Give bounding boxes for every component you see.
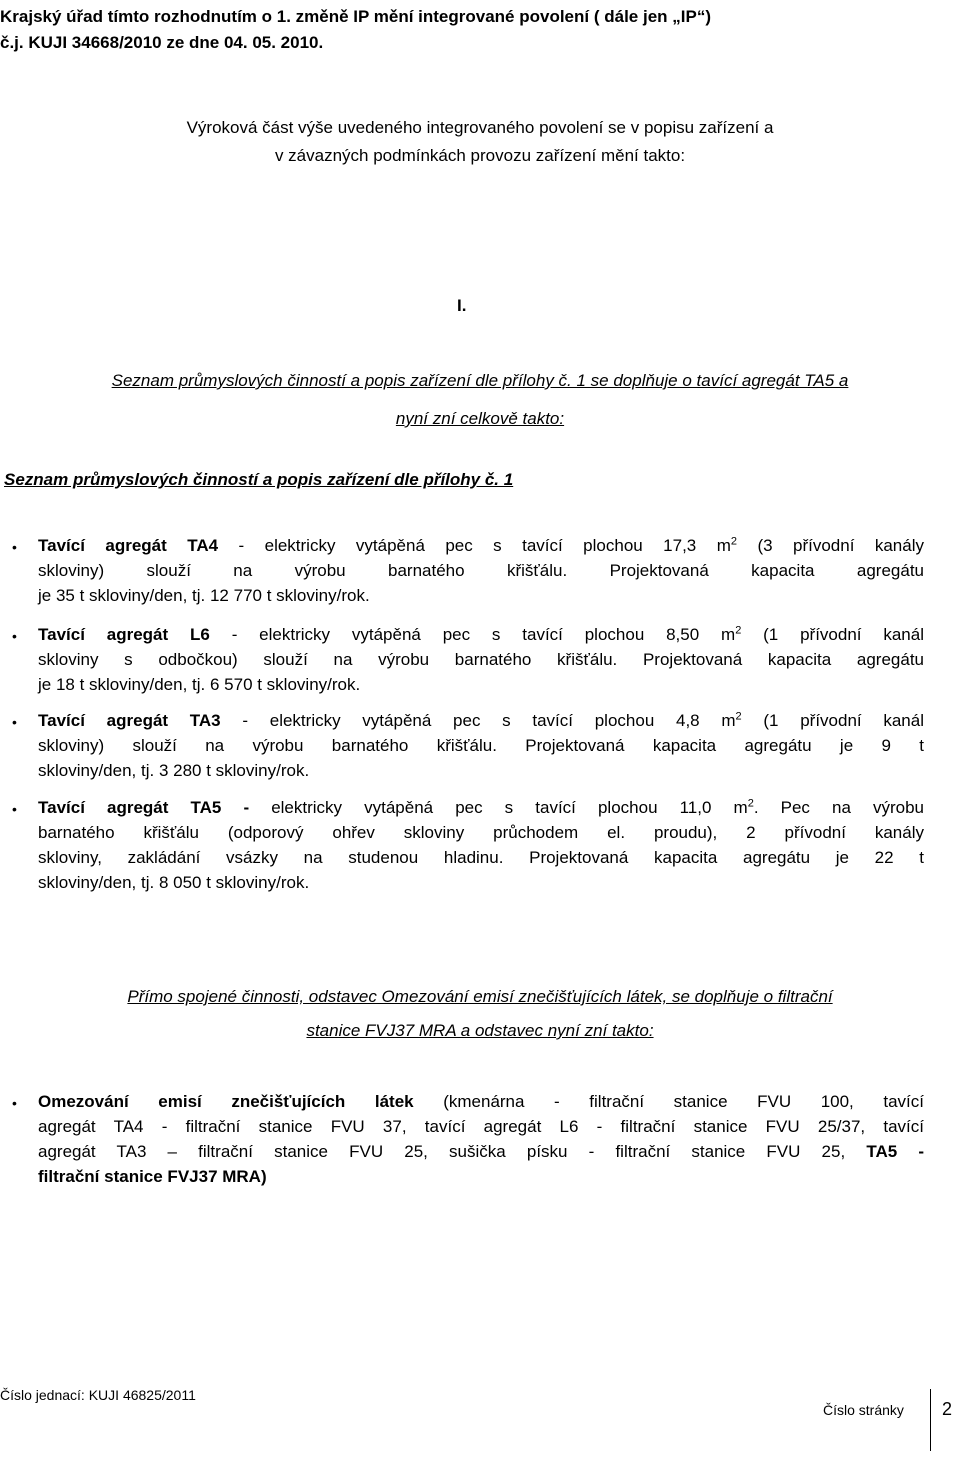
section1-heading: Seznam průmyslových činností a popis zařízení dle přílohy č. 1 xyxy=(4,470,514,489)
list-item-text: Tavící agregát TA5 - elektricky vytápěná pec s tavící plochou 11,0 $m^2$. Pec na výrobu barnatého křišťálu (odporový ohřev skloviny průchodem el. proudu), 2 přívodní kanály skloviny, zakládání vsázky na studenou hladinu. Projektovaná kapacita agregátu je 22 t skloviny/den, tj. 8 050 t skloviny/rok. xyxy=(38,797,925,892)
section-number: I. xyxy=(457,296,467,315)
bullet-icon: • xyxy=(12,714,17,730)
list-item-text: Tavící agregát TA4 - elektricky vytápěná pec s tavící plochou 17,3 $m^2$ (3 přívodní kanály skloviny) slouží na výrobu barnatého křišťálu. Projektovaná kapacita agregátu je 35 t skloviny/den, tj. 12 770 t skloviny/rok. xyxy=(38,535,924,605)
unit-name: Tavící agregát TA5 - xyxy=(38,798,250,817)
bullet-icon: • xyxy=(12,1095,17,1111)
section1-caption-line-1: Seznam průmyslových činností a popis zařízení dle přílohy č. 1 se doplňuje o tavící agregát TA5 a xyxy=(111,371,849,390)
unit-name: Tavící agregát TA3 xyxy=(38,711,221,730)
list-item-text: Tavící agregát TA3 - elektricky vytápěná pec s tavící plochou 4,8 $m^2$ (1 přívodní kanál skloviny) slouží na výrobu barnatého křišťálu. Projektovaná kapacita agregátu je 9 t skloviny/den, tj. 3 280 t skloviny/rok. xyxy=(38,710,924,780)
section2-caption xyxy=(0,980,960,1048)
section1-caption xyxy=(0,362,960,438)
intro-line-2: č.j. KUJI 34668/2010 ze dne 04. 05. 2010. xyxy=(0,33,324,52)
bullet-icon: • xyxy=(12,539,17,555)
intro-line-1: Krajský úřad tímto rozhodnutím o 1. změně IP mění integrované povolení ( dále jen „IP“) xyxy=(0,7,711,26)
footer-reference: Číslo jednací: KUJI 46825/2011 xyxy=(0,1387,196,1403)
section2-caption-line-2: stanice FVJ37 MRA a odstavec nyní zní takto: xyxy=(306,1021,654,1040)
footer-page-number: 2 xyxy=(942,1399,953,1419)
bullet-icon: • xyxy=(12,801,17,817)
unit-name: Tavící agregát TA4 xyxy=(38,536,219,555)
list-item-text: Omezování emisí znečišťujících látek (kmenárna - filtrační stanice FVU 100, tavící agregát TA4 - filtrační stanice FVU 37, tavící agregát L6 - filtrační stanice FVU 25/37, tavící agregát TA3 – filtrační stanice FVU 25, sušička písku - filtrační stanice FVU 25, TA5 - filtrační stanice FVJ37 MRA) xyxy=(38,1092,924,1186)
intro-paragraph xyxy=(0,4,960,56)
footer-page-label: Číslo stránky xyxy=(823,1402,904,1418)
section2-caption-line-1: Přímo spojené činnosti, odstavec Omezování emisí znečišťujících látek, se doplňuje o filtrační xyxy=(127,987,833,1006)
statement-line-1: Výroková část výše uvedeného integrovaného povolení se v popisu zařízení a xyxy=(186,118,774,137)
unit-name: Tavící agregát L6 xyxy=(38,625,210,644)
section1-caption-line-2: nyní zní celkově takto: xyxy=(395,409,565,428)
statement-line-2: v závazných podmínkách provozu zařízení mění takto: xyxy=(274,146,686,165)
bullet-icon: • xyxy=(12,628,17,644)
list-item-text: Tavící agregát L6 - elektricky vytápěná pec s tavící plochou 8,50 $m^2$ (1 přívodní kanál skloviny s odbočkou) slouží na výrobu barnatého křišťálu. Projektovaná kapacita agregátu je 18 t skloviny/den, tj. 6 570 t skloviny/rok. xyxy=(38,624,924,694)
emissions-title: Omezování emisí znečišťujících látek xyxy=(38,1092,414,1111)
footer-divider xyxy=(930,1389,931,1451)
statement-paragraph xyxy=(0,114,960,170)
